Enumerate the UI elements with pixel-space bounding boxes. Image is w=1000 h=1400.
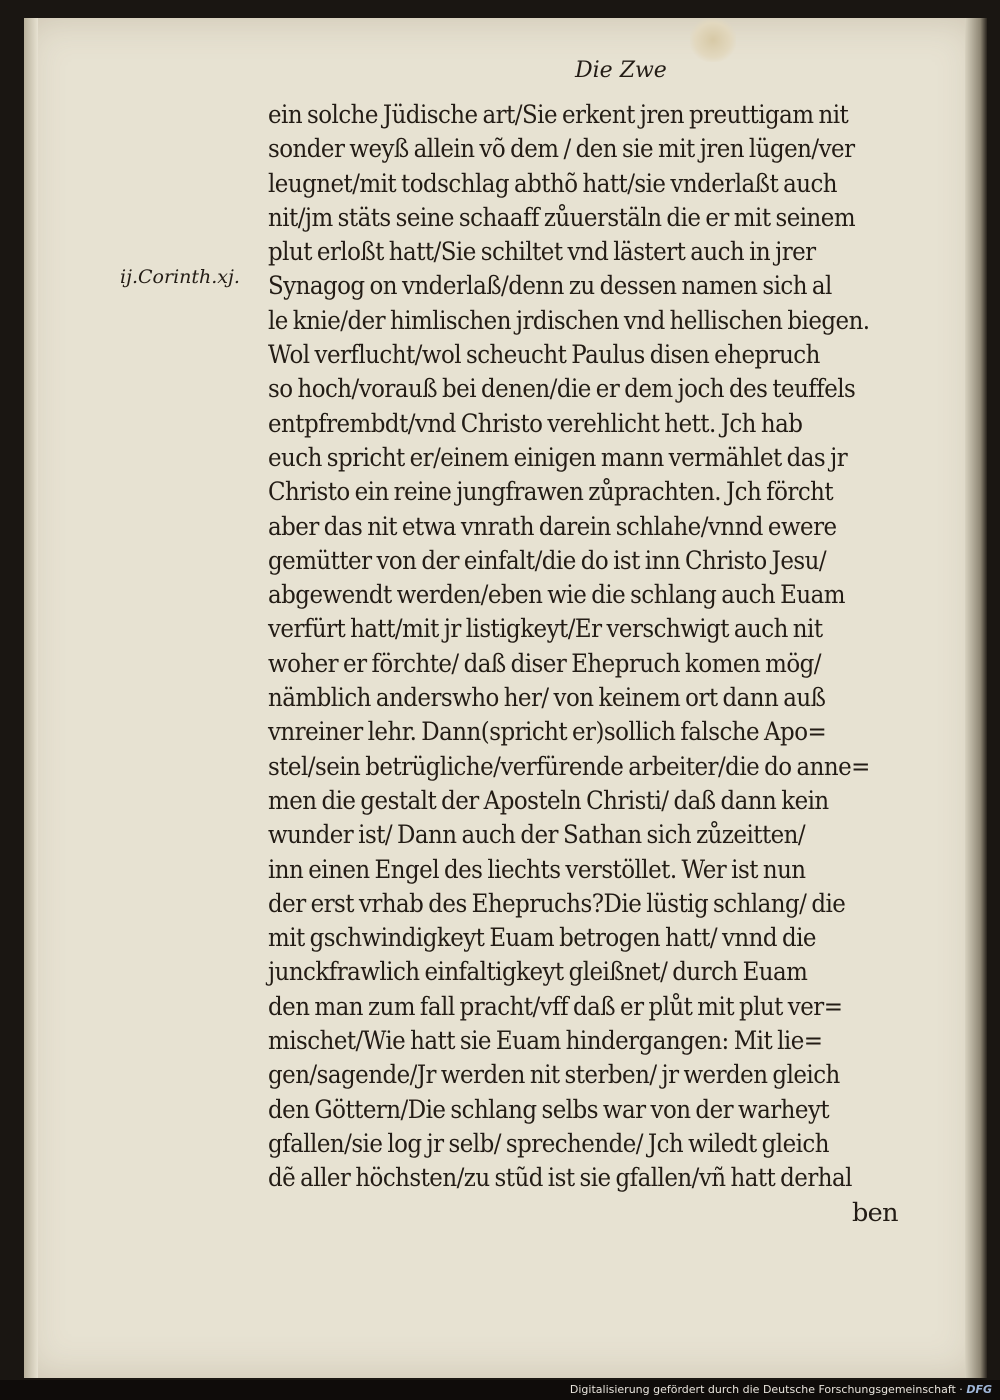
text-line: nit/jm stäts seine schaaff zůuerstäln die er mit seinem <box>268 202 856 233</box>
text-line: men die gestalt der Aposteln Christi/ daß dann kein <box>268 785 829 816</box>
text-line: euch spricht er/einem einigen mann vermählet das jr <box>268 442 848 473</box>
text-line: junckfrawlich einfaltigkeyt gleißnet/ durch Euam <box>268 957 808 988</box>
text-line: aber das nit etwa vnrath darein schlahe/vnnd ewere <box>268 511 837 542</box>
text-line: den Göttern/Die schlang selbs war von der warheyt <box>268 1094 830 1125</box>
text-line: mit gschwindigkeyt Euam betrogen hatt/ vnnd die <box>268 923 816 954</box>
text-line: entpfrembdt/vnd Christo verehlicht hett. Jch hab <box>268 408 803 439</box>
catchword: ben <box>851 1197 898 1228</box>
text-line: le knie/der himlischen jrdischen vnd hellischen biegen. <box>268 305 870 336</box>
text-line: mischet/Wie hatt sie Euam hindergangen: Mit lie= <box>268 1026 823 1057</box>
text-line: der erst vrhab des Ehepruchs?Die lüstig schlang/ die <box>268 888 846 919</box>
text-line: dẽ aller höchsten/zu stũd ist sie gfallen/vñ hatt derhal <box>268 1163 852 1194</box>
text-line: woher er förchte/ daß diser Ehepruch komen mög/ <box>268 648 822 679</box>
text-line: abgewendt werden/eben wie die schlang auch Euam <box>268 580 845 611</box>
text-line: gemütter von der einfalt/die do ist inn Christo Jesu/ <box>268 545 827 576</box>
text-line: wunder ist/ Dann auch der Sathan sich zůzeitten/ <box>268 820 806 851</box>
text-line: nämblich anderswho her/ von keinem ort dann auß <box>268 683 826 714</box>
body-text-block <box>268 98 958 1230</box>
text-line: verfürt hatt/mit jr listigkeyt/Er verschwigt auch nit <box>268 614 823 645</box>
text-line: leugnet/mit todschlag abthõ hatt/sie vnderlaßt auch <box>268 168 838 199</box>
page-edge <box>965 18 987 1378</box>
page-gutter-shadow <box>24 18 38 1378</box>
text-line: Synagog on vnderlaß/denn zu dessen namen sich al <box>268 271 832 302</box>
text-line: Christo ein reine jungfrawen zůprachten. Jch förcht <box>268 477 834 508</box>
text-line: gen/sagende/Jr werden nit sterben/ jr werden gleich <box>268 1060 840 1091</box>
running-head: Die Zwe <box>575 58 667 83</box>
funding-credit <box>570 1383 992 1396</box>
text-line: ein solche Jüdische art/Sie erkent jren preuttigam nit <box>268 100 849 130</box>
text-line: plut erloßt hatt/Sie schiltet vnd lästert auch in jrer <box>268 237 816 268</box>
text-line: sonder weyß allein võ dem / den sie mit jren lügen/ver <box>268 134 855 165</box>
funding-credit-text: Digitalisierung gefördert durch die Deutsche Forschungsgemeinschaft · <box>569 1383 963 1396</box>
paper-stain <box>690 18 736 62</box>
text-line: den man zum fall pracht/vff daß er plůt mit plut ver= <box>268 991 843 1022</box>
text-line: vnreiner lehr. Dann(spricht er)sollich falsche Apo= <box>268 717 827 748</box>
marginal-note: ij.Corinth.xj. <box>120 266 240 288</box>
dfg-logo: DFG <box>966 1383 992 1396</box>
text-line: gfallen/sie log jr selb/ sprechende/ Jch wiledt gleich <box>268 1128 829 1159</box>
text-line: stel/sein betrügliche/verfürende arbeiter/die do anne= <box>268 751 870 782</box>
text-line: inn einen Engel des liechts verstöllet. Wer ist nun <box>268 854 806 885</box>
text-line: so hoch/vorauß bei denen/die er dem joch des teuffels <box>268 374 856 405</box>
text-line: Wol verflucht/wol scheucht Paulus disen ehepruch <box>268 340 820 371</box>
